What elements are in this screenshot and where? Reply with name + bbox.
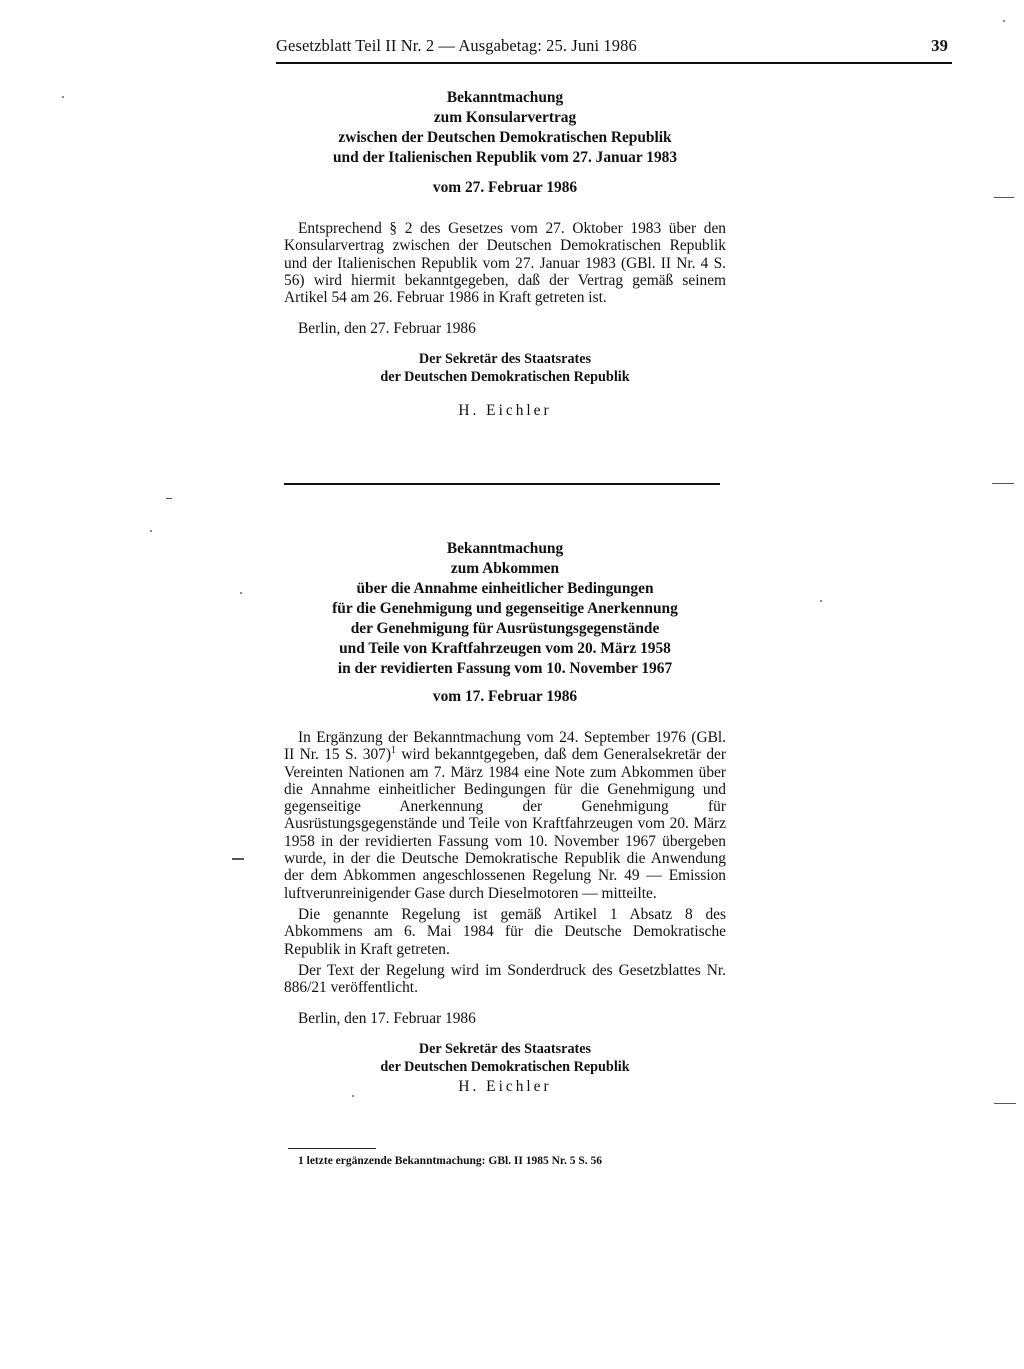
- heading-line: zum Konsularvertrag: [433, 109, 577, 126]
- heading-line: für die Genehmigung und gegenseitige Anerkennung: [332, 600, 678, 617]
- notice-2-date: vom 17. Februar 1986: [432, 688, 578, 705]
- scan-mark: [994, 1103, 1016, 1104]
- heading-line: Bekanntmachung: [446, 89, 564, 106]
- paragraph-text: In Ergänzung der Bekanntmachung vom 24. September 1976 (GBl. II Nr. 15 S. 307): [284, 729, 726, 764]
- signature-line: Der Sekretär des Staatsrates: [418, 351, 592, 368]
- notice-2: [284, 539, 726, 1096]
- footnote: 1 letzte ergänzende Bekanntmachung: GBl. II 1985 Nr. 5 S. 56: [298, 1155, 603, 1167]
- heading-line: zum Abkommen: [450, 560, 560, 577]
- page-number: 39: [931, 36, 948, 55]
- notice-2-signature: [284, 1040, 726, 1076]
- signature-line: der Deutschen Demokratischen Republik: [380, 369, 630, 386]
- notice-2-paragraph-3: Der Text der Regelung wird im Sonderdruck des Gesetzblattes Nr. 886/21 veröffentlicht.: [284, 961, 726, 997]
- scan-mark: [166, 498, 172, 499]
- scan-dot: [240, 592, 242, 594]
- notice-2-signer: H. Eichler: [458, 1078, 552, 1096]
- notice-2-paragraph-1: [284, 729, 726, 902]
- header-rule: [276, 62, 952, 64]
- heading-line: zwischen der Deutschen Demokratischen Republik: [338, 129, 672, 146]
- footnote-rule: [288, 1148, 376, 1149]
- scan-dot: [1003, 20, 1005, 22]
- heading-line: über die Annahme einheitlicher Bedingungen: [356, 580, 654, 597]
- footnote-reference: 1: [390, 745, 396, 757]
- scan-mark: [232, 858, 244, 860]
- signature-line: der Deutschen Demokratischen Republik: [380, 1059, 630, 1076]
- signature-line: Der Sekretär des Staatsrates: [418, 1041, 592, 1058]
- header-title: Gesetzblatt Teil II Nr. 2 — Ausgabetag: 25. Juni 1986: [276, 36, 637, 55]
- scan-dot: [62, 96, 64, 98]
- notice-1: [284, 88, 726, 420]
- scan-dot: [352, 1095, 354, 1097]
- heading-line: und der Italienischen Republik vom 27. Januar 1983: [332, 149, 678, 166]
- heading-line: in der revidierten Fassung vom 10. November 1967: [337, 660, 673, 677]
- notice-1-paragraph: Entsprechend § 2 des Gesetzes vom 27. Oktober 1983 über den Konsularvertrag zwischen der Deutschen Demokratischen Republik und der Italienischen Republik vom 27. Januar 1983 (GBl. II Nr. 4 S. 56) wird hiermit bekanntgegeben, daß der Vertrag gemäß seinem Artikel 54 am 26. Februar 1986 in Kraft getreten ist.: [284, 220, 726, 307]
- notice-1-signer: H. Eichler: [458, 402, 552, 420]
- scan-mark: [992, 483, 1014, 484]
- scan-dot: [150, 530, 152, 532]
- notice-2-heading: [284, 539, 726, 679]
- paragraph-text: wird bekanntgegeben, daß dem Generalsekretär der Vereinten Nationen am 7. März 1984 eine Note zum Abkommen über die Annahme einheitlicher Bedingungen für die Genehmigung und gegenseitige Anerkennung der Genehmigung für Ausrüstungsgegenstände und Teile von Kraftfahrzeugen vom 20. März 1958 in der revidierten Fassung vom 10. November 1967 übergeben wurde, in der die Deutsche Demokratische Republik die Anwendung der dem Abkommen angeschlossenen Regelung Nr. 49 — Emission luftverunreinigender Gase durch Dieselmotoren — mitteilte.: [284, 746, 727, 902]
- scan-mark: [994, 197, 1014, 198]
- section-divider: [284, 483, 720, 485]
- page-header: [276, 36, 952, 60]
- notice-2-paragraph-2: Die genannte Regelung ist gemäß Artikel 1 Absatz 8 des Abkommens am 6. Mai 1984 für die Deutsche Demokratische Republik in Kraft getreten.: [284, 905, 726, 958]
- heading-line: und Teile von Kraftfahrzeugen vom 20. März 1958: [339, 640, 671, 657]
- notice-1-signature: [284, 350, 726, 386]
- notice-1-date: vom 27. Februar 1986: [432, 179, 578, 196]
- notice-1-heading: [284, 88, 726, 168]
- heading-line: Bekanntmachung: [446, 540, 564, 557]
- notice-1-place-date: Berlin, den 27. Februar 1986: [298, 320, 476, 338]
- notice-2-place-date: Berlin, den 17. Februar 1986: [298, 1010, 476, 1028]
- scan-dot: [820, 600, 822, 602]
- heading-line: der Genehmigung für Ausrüstungsgegenstände: [350, 620, 660, 637]
